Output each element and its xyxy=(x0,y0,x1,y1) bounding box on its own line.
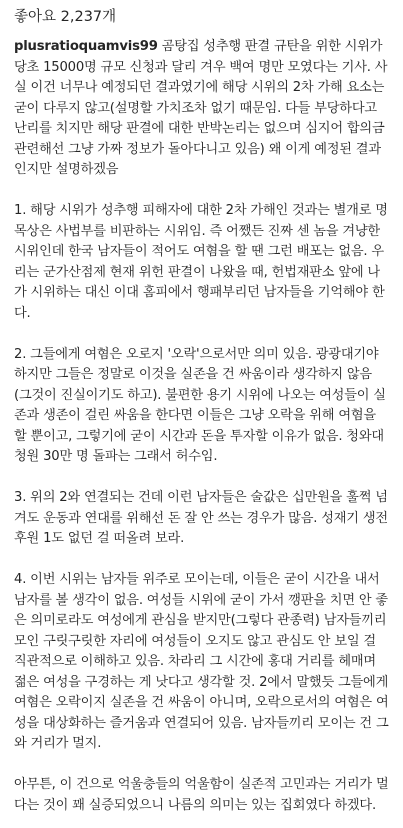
caption-paragraph: 1. 해당 시위가 성추행 피해자에 대한 2차 가해인 것과는 별개로 명목상은 사법부를 비판하는 시위임. 즉 어쨌든 진짜 센 놈을 겨냥한 시위인데 한국 남자들이 적어도 여혐을 할 땐 그런 배포는 없음. 우리는 군가산점제 현재 위헌 판결이 나왔을 때, 헌법재판소 앞에 나가 시위하는 대신 이대 홈피에서 행패부리던 남자들을 기억해야 한다. xyxy=(14,203,388,321)
post-caption xyxy=(14,37,389,816)
likes-count[interactable]: 좋아요 2,237개 xyxy=(14,9,117,25)
caption-paragraph: 3. 위의 2와 연결되는 건데 이런 남자들은 술값은 십만원을 훌쩍 넘겨도 운동과 연대를 위해선 돈 잘 안 쓰는 경우가 많음. 성재기 생전 후원 1도 없던 걸 떠올려 보라. xyxy=(14,490,388,546)
caption-paragraph xyxy=(14,37,389,181)
caption-paragraph: 아무튼, 이 건으로 억울충들의 억울함이 실존적 고민과는 거리가 멀다는 것이 꽤 실증되었으니 나름의 의미는 있는 집회였다 하겠다. xyxy=(14,777,389,813)
caption-username[interactable]: plusratioquamvis99 xyxy=(14,39,158,54)
caption-text: 곰탕집 성추행 판결 규탄을 위한 시위가 당초 15000명 규모 신청과 달리 겨우 백여 명만 모였다는 기사. 사실 이건 너무나 예정되던 결과였기에 해당 시위의 2차 가해 요소는 굳이 다루지 않고(설명할 가치조차 없기 때문임. 다들 부당하다고 난리를 치지만 해당 판결에 대한 반박논리는 없으며 심지어 합의금 관련해선 그냥 가짜 정보가 돌아다니고 있음) 왜 이게 예정된 결과인지만 설명하겠음 xyxy=(14,39,388,177)
caption-paragraph: 4. 이번 시위는 남자들 위주로 모이는데, 이들은 굳이 시간을 내서 남자를 볼 생각이 없음. 여성들 시위에 굳이 가서 깽판을 치면 안 좋은 의미로라도 여성에게 관심을 받지만(그렇다 관종력) 남자들끼리 모인 구릿구릿한 자리에 여성들이 오지도 않고 관심도 안 보일 걸 직관적으로 이해하고 있음. 차라리 그 시간에 홍대 거리를 헤매며 젊은 여성을 구경하는 게 낫다고 생각할 것. 2에서 말했듯 그들에게 여혐은 오락이지 실존을 건 싸움이 아니며, 오락으로서의 여혐은 여성을 대상화하는 즐거움과 연결되어 있음. 남자들끼리 모이는 건 그와 거리가 멀지. xyxy=(14,572,389,751)
caption-paragraph: 2. 그들에게 여혐은 오로지 '오락'으로서만 의미 있음. 광광대기야 하지만 그들은 정말로 이것을 실존을 건 싸움이라 생각하지 않음(그것이 진실이기도 하고). 불편한 용기 시위에 나오는 여성들이 실존과 생존이 걸린 싸움을 한다면 이들은 그냥 오락을 위해 여혐을 할 뿐이고, 그렇기에 굳이 시간과 돈을 투자할 이유가 없음. 청와대 청원 30만 명 돌파는 그래서 허수임. xyxy=(14,346,386,464)
